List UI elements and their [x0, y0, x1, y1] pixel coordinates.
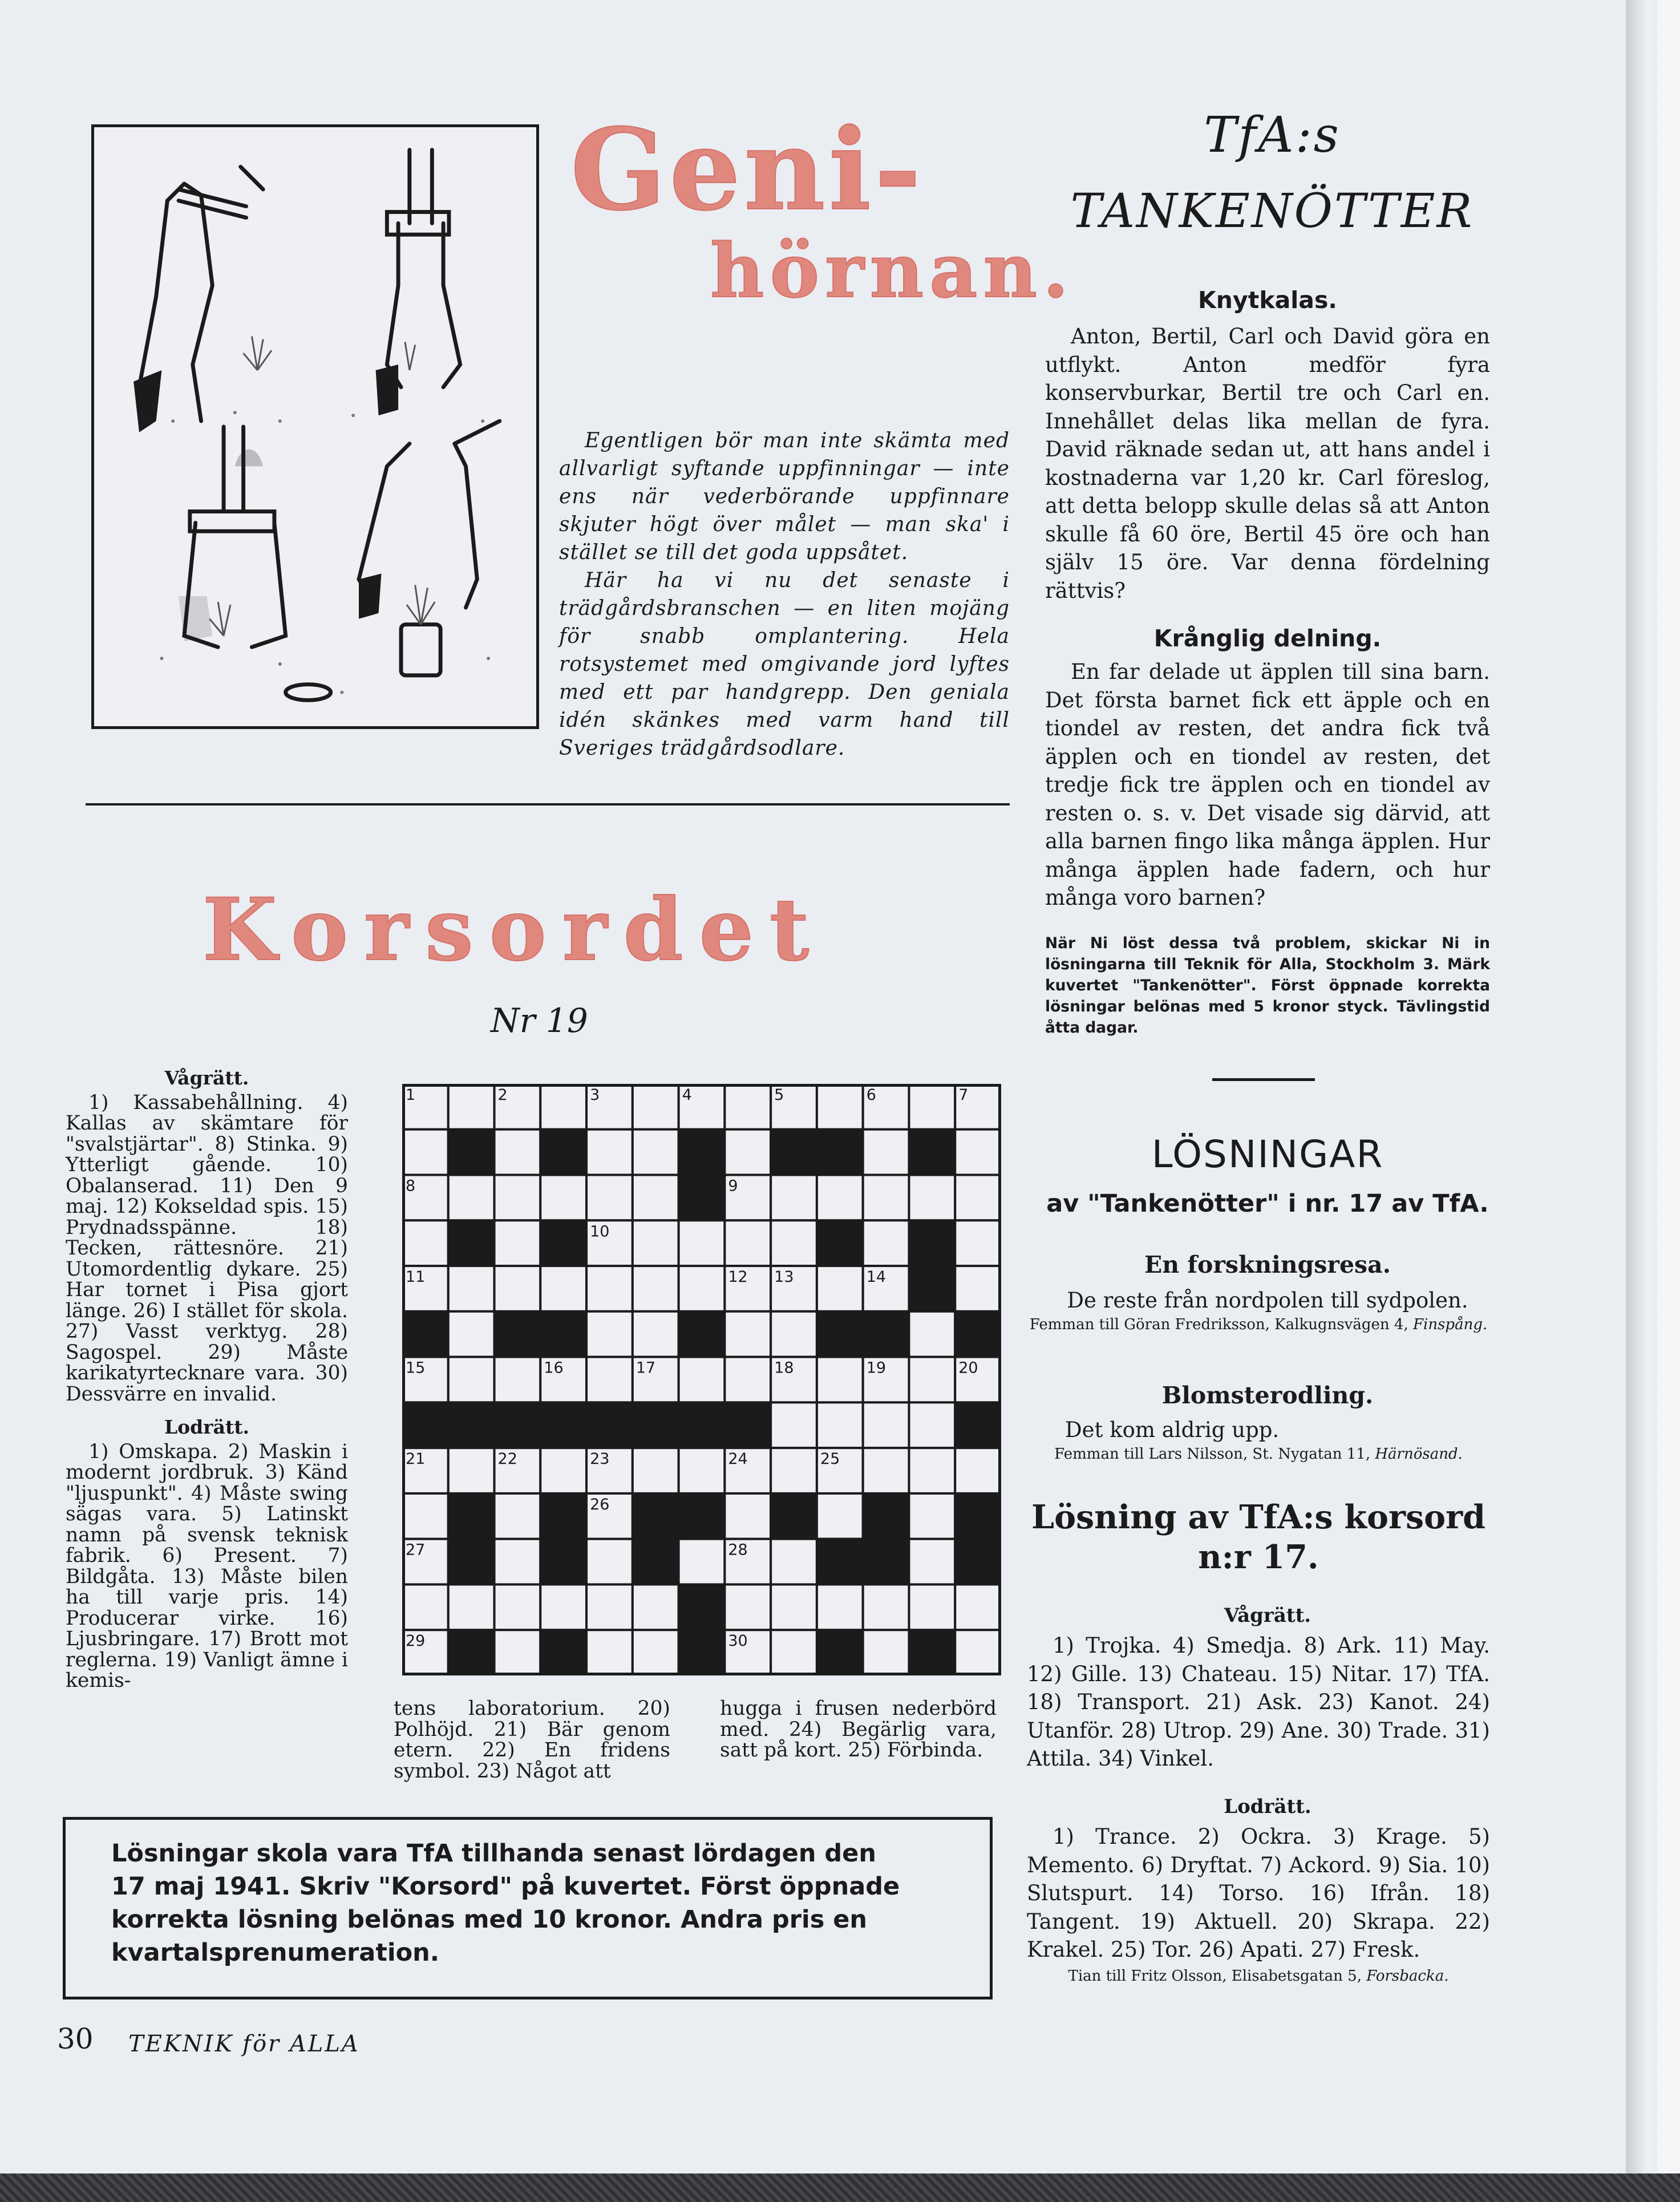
grid-number: 7	[958, 1086, 969, 1104]
geni-paragraph-1: Egentligen bör man inte skämta med allvarligt syftande uppfinningar — inte ens när vederbörande uppfinnare skjuter högt över målet — man ska' i stället se till det goda uppsåtet.	[559, 429, 1010, 564]
grid-number: 2	[497, 1086, 508, 1104]
grid-white-cell	[863, 1220, 909, 1266]
grid-black-cell	[633, 1402, 679, 1448]
grid-number: 1	[406, 1086, 416, 1104]
grid-black-cell	[909, 1630, 955, 1675]
grid-number: 29	[406, 1632, 426, 1650]
grid-white-cell	[586, 1584, 633, 1630]
grid-white-cell	[540, 1084, 586, 1130]
grid-black-cell	[863, 1493, 909, 1539]
grid-white-cell	[495, 1220, 541, 1266]
grid-black-cell	[724, 1402, 771, 1448]
grid-white-cell	[724, 1084, 771, 1130]
puzzle2-title: Krånglig delning.	[1153, 625, 1382, 652]
grid-number: 11	[406, 1268, 426, 1286]
tankenotter-title-2: TANKENÖTTER	[1070, 184, 1474, 238]
grid-black-cell	[955, 1493, 1001, 1539]
solution-across-text: 1) Trojka. 4) Smedja. 8) Ark. 11) May. 12) Gille. 13) Chateau. 15) Nitar. 17) TfA. 18) Transport. 21) Ask. 23) Kanot. 24) Utanför. 28) Utrop. 29) Ane. 30) Trade. 31) Attila. 34) Vinkel.	[1027, 1633, 1490, 1771]
grid-number: 17	[635, 1359, 656, 1377]
geni-title-line1: Geni-	[570, 104, 925, 236]
grid-white-cell	[724, 1312, 771, 1357]
grid-white-cell	[495, 1266, 541, 1312]
grid-white-cell	[909, 1584, 955, 1630]
solution-across-heading: Vågrätt.	[1224, 1604, 1311, 1627]
grid-black-cell	[955, 1539, 1001, 1585]
crossword-title: Korsordet	[203, 880, 825, 980]
grid-white-cell	[402, 1493, 448, 1539]
down-heading: Lodrätt.	[164, 1416, 250, 1438]
grid-black-cell	[817, 1539, 863, 1585]
crossword-number: Nr 19	[491, 1001, 588, 1040]
grid-number: 14	[866, 1268, 886, 1286]
grid-white-cell	[495, 1357, 541, 1403]
solutions-title: LÖSNINGAR	[1151, 1132, 1384, 1176]
grid-white-cell	[448, 1584, 495, 1630]
grid-black-cell	[448, 1130, 495, 1175]
crossword-solution-title	[1027, 1497, 1490, 1577]
grid-white-cell	[955, 1584, 1001, 1630]
puzzle2-body: En far delade ut äpplen till sina barn. Det första barnet fick ett äpple och en tiondel av resten, det andra fick två äpplen och en tiondel av resten, det tredje fick tre äpplen och en tiondel av resten o. s. v. Det visade sig därvid, att alla barnen fingo lika många äpplen. Hur många äpplen hade fadern, och hur många voro barnen?	[1045, 659, 1490, 910]
grid-black-cell	[633, 1539, 679, 1585]
grid-white-cell	[586, 1357, 633, 1403]
grid-white-cell	[771, 1630, 817, 1675]
grid-white-cell	[909, 1175, 955, 1221]
grid-white-cell	[724, 1493, 771, 1539]
grid-black-cell	[771, 1130, 817, 1175]
grid-white-cell	[909, 1493, 955, 1539]
grid-black-cell	[679, 1130, 725, 1175]
solution-down	[1027, 1823, 1490, 1964]
grid-white-cell	[633, 1220, 679, 1266]
grid-number: 9	[728, 1177, 738, 1195]
grid-black-cell	[817, 1312, 863, 1357]
grid-white-cell	[909, 1539, 955, 1585]
grid-black-cell	[679, 1584, 725, 1630]
solution2-title: Blomsterodling.	[1161, 1382, 1374, 1409]
grid-white-cell	[863, 1130, 909, 1175]
grid-white-cell	[817, 1084, 863, 1130]
grid-white-cell	[495, 1130, 541, 1175]
magazine-name: TEKNIK för ALLA	[128, 2031, 360, 2057]
grid-number: 26	[590, 1495, 610, 1513]
grid-white-cell	[817, 1266, 863, 1312]
grid-black-cell	[679, 1312, 725, 1357]
rules-line-1: Lösningar skola vara TfA tillhanda senast lördagen den	[111, 1839, 876, 1868]
grid-white-cell	[724, 1584, 771, 1630]
grid-white-cell	[955, 1220, 1001, 1266]
grid-white-cell	[955, 1448, 1001, 1493]
grid-black-cell	[955, 1402, 1001, 1448]
grid-white-cell	[633, 1130, 679, 1175]
grid-white-cell	[586, 1130, 633, 1175]
down-clues-continued-1: tens laboratorium. 20) Polhöjd. 21) Bär genom etern. 22) En fridens symbol. 23) Något att	[394, 1697, 670, 1783]
grid-black-cell	[817, 1220, 863, 1266]
grid-white-cell	[540, 1266, 586, 1312]
grid-white-cell	[586, 1630, 633, 1675]
grid-black-cell	[679, 1493, 725, 1539]
grid-white-cell	[679, 1357, 725, 1403]
grid-white-cell	[679, 1539, 725, 1585]
down-clues-continued-2: hugga i frusen nederbörd med. 24) Begärlig vara, satt på kort. 25) Förbinda.	[720, 1697, 997, 1762]
grid-number: 25	[820, 1450, 840, 1468]
solution1-winner	[1027, 1317, 1490, 1333]
across-clues: 1) Kassabehållning. 4) Kallas av skämtare för "svalstjärtar". 8) Stinka. 9) Ytterligt gående. 10) Obalanserad. 11) Den 9 maj. 12) Kokseldad spis. 15) Prydnadsspänne. 18) Tecken, rättesnöre. 21) Utomordentlig dykare. 25) Har tornet i Pisa gjort länge. 26) I stället för skola. 27) Vasst verktyg. 28) Sagospel. 29) Måste karikatyrtecknare vara. 30) Dessvärre en invalid.	[66, 1091, 348, 1406]
grid-white-cell	[771, 1448, 817, 1493]
grid-white-cell	[955, 1130, 1001, 1175]
grid-white-cell	[909, 1448, 955, 1493]
grid-number: 5	[774, 1086, 784, 1104]
grid-white-cell	[540, 1448, 586, 1493]
rules-line-2: 17 maj 1941. Skriv "Korsord" på kuvertet. Först öppnade	[111, 1872, 900, 1901]
grid-number: 28	[728, 1541, 748, 1559]
grid-black-cell	[679, 1630, 725, 1675]
grid-number: 24	[728, 1450, 748, 1468]
solution2-winner	[1027, 1446, 1490, 1462]
grid-white-cell	[817, 1175, 863, 1221]
geni-paragraph-2: Här ha vi nu det senaste i trädgårdsbranschen — en liten mojäng för snabb omplantering. Hela rotsystemet med omgivande jord lyftes med ett par handgrepp. Den geniala idén skänkes med varm hand till Sveriges trädgårdsodlare.	[559, 569, 1010, 760]
grid-white-cell	[817, 1584, 863, 1630]
solution1-winner-name: Femman till Göran Fredriksson, Kalkugnsvägen 4,	[1029, 1316, 1408, 1333]
grid-black-cell	[633, 1493, 679, 1539]
crossword-solution-title-2: n:r 17.	[1198, 1538, 1319, 1576]
grid-white-cell	[586, 1539, 633, 1585]
solution2-text: Det kom aldrig upp.	[1065, 1418, 1280, 1442]
grid-white-cell	[863, 1584, 909, 1630]
grid-white-cell	[448, 1266, 495, 1312]
grid-white-cell	[771, 1312, 817, 1357]
grid-black-cell	[540, 1220, 586, 1266]
grid-white-cell	[771, 1402, 817, 1448]
grid-white-cell	[724, 1130, 771, 1175]
grid-black-cell	[402, 1312, 448, 1357]
grid-white-cell	[540, 1175, 586, 1221]
page-number: 30	[57, 2022, 94, 2055]
grid-number: 4	[682, 1086, 692, 1104]
puzzle1-title: Knytkalas.	[1198, 286, 1337, 314]
solution1-winner-city: Finspång.	[1412, 1316, 1488, 1333]
grid-black-cell	[679, 1175, 725, 1221]
crossword-winner-name: Tian till Fritz Olsson, Elisabetsgatan 5,	[1068, 1968, 1362, 1985]
grid-white-cell	[633, 1312, 679, 1357]
grid-white-cell	[955, 1175, 1001, 1221]
solution1-title: En forskningsresa.	[1144, 1251, 1391, 1278]
grid-black-cell	[909, 1266, 955, 1312]
grid-white-cell	[495, 1175, 541, 1221]
background-surface	[0, 2173, 1680, 2202]
grid-white-cell	[402, 1220, 448, 1266]
grid-black-cell	[448, 1493, 495, 1539]
grid-white-cell	[955, 1630, 1001, 1675]
grid-white-cell	[633, 1175, 679, 1221]
section-divider	[86, 803, 1010, 805]
grid-white-cell	[448, 1084, 495, 1130]
next-page-strip	[1657, 0, 1680, 2173]
solution-down-heading: Lodrätt.	[1224, 1795, 1311, 1818]
grid-black-cell	[402, 1402, 448, 1448]
grid-black-cell	[955, 1312, 1001, 1357]
grid-white-cell	[586, 1175, 633, 1221]
grid-white-cell	[817, 1357, 863, 1403]
grid-white-cell	[402, 1130, 448, 1175]
grid-number: 21	[406, 1450, 426, 1468]
grid-white-cell	[863, 1175, 909, 1221]
grid-white-cell	[863, 1402, 909, 1448]
grid-number: 19	[866, 1359, 886, 1377]
grid-black-cell	[679, 1402, 725, 1448]
grid-white-cell	[909, 1357, 955, 1403]
grid-number: 8	[406, 1177, 416, 1195]
grid-number: 27	[406, 1541, 426, 1559]
grid-black-cell	[817, 1630, 863, 1675]
grid-black-cell	[540, 1539, 586, 1585]
grid-white-cell	[724, 1220, 771, 1266]
grid-white-cell	[817, 1493, 863, 1539]
solution-across	[1027, 1632, 1490, 1773]
grid-number: 23	[590, 1450, 610, 1468]
grid-number: 3	[590, 1086, 600, 1104]
grid-black-cell	[540, 1312, 586, 1357]
grid-white-cell	[909, 1402, 955, 1448]
grid-black-cell	[448, 1630, 495, 1675]
grid-white-cell	[771, 1175, 817, 1221]
grid-number: 10	[590, 1223, 610, 1241]
grid-white-cell	[495, 1539, 541, 1585]
grid-white-cell	[448, 1357, 495, 1403]
grid-white-cell	[586, 1312, 633, 1357]
grid-number: 18	[774, 1359, 794, 1377]
grid-black-cell	[448, 1220, 495, 1266]
solutions-subtitle: av "Tankenötter" i nr. 17 av TfA.	[1046, 1189, 1489, 1218]
puzzle1-body: Anton, Bertil, Carl och David göra en utflykt. Anton medför fyra konservburkar, Bertil tre och Carl en. Innehållet delas lika mellan de fyra. David räknade sedan ut, att hans andel i kostnaderna var 1,20 kr. Carl föreslog, att detta belopp skulle delas så att Anton skulle få 60 öre, Bertil 45 öre och han själv 15 öre. Var denna fördelning rättvis?	[1045, 324, 1490, 603]
grid-black-cell	[540, 1630, 586, 1675]
grid-number: 6	[866, 1086, 876, 1104]
grid-number: 16	[544, 1359, 564, 1377]
solution2-winner-name: Femman till Lars Nilsson, St. Nygatan 11,	[1054, 1446, 1371, 1463]
grid-number: 22	[497, 1450, 517, 1468]
grid-white-cell	[909, 1312, 955, 1357]
grid-black-cell	[540, 1402, 586, 1448]
geni-title-line2: hörnan.	[710, 227, 1075, 314]
solution-down-text: 1) Trance. 2) Ockra. 3) Krage. 5) Memento. 6) Dryftat. 7) Ackord. 9) Sia. 10) Slutspurt. 14) Torso. 16) Ifrån. 18) Tangent. 19) Aktuell. 20) Skrapa. 22) Krakel. 25) Tor. 26) Apati. 27) Fresk.	[1027, 1824, 1490, 1962]
grid-black-cell	[495, 1312, 541, 1357]
grid-white-cell	[771, 1220, 817, 1266]
crossword-grid	[402, 1084, 1001, 1675]
grid-number: 12	[728, 1268, 748, 1286]
grid-black-cell	[448, 1402, 495, 1448]
grid-black-cell	[448, 1539, 495, 1585]
grid-white-cell	[679, 1448, 725, 1493]
grid-white-cell	[633, 1584, 679, 1630]
rules-line-4: kvartalsprenumeration.	[111, 1938, 440, 1967]
grid-white-cell	[540, 1584, 586, 1630]
grid-white-cell	[633, 1266, 679, 1312]
grid-number: 13	[774, 1268, 794, 1286]
grid-white-cell	[724, 1357, 771, 1403]
grid-white-cell	[909, 1084, 955, 1130]
grid-black-cell	[586, 1402, 633, 1448]
across-heading: Vågrätt.	[164, 1067, 249, 1089]
tankenotter-title-1: TfA:s	[1204, 107, 1341, 164]
puzzle-instructions: När Ni löst dessa två problem, skickar Ni in lösningarna till Teknik för Alla, Stockholm 3. Märk kuvertet "Tankenötter". Först öppnade korrekta lösningar belönas med 5 kronor styck. Tävlingstid åtta dagar.	[1045, 934, 1490, 1037]
grid-black-cell	[863, 1539, 909, 1585]
grid-black-cell	[540, 1130, 586, 1175]
solution1-text: De reste från nordpolen till sydpolen.	[1067, 1288, 1468, 1313]
grid-black-cell	[909, 1130, 955, 1175]
grid-number: 15	[406, 1359, 426, 1377]
crossword-clues-left	[66, 1068, 348, 1691]
grid-white-cell	[633, 1448, 679, 1493]
grid-black-cell	[540, 1493, 586, 1539]
grid-number: 20	[958, 1359, 978, 1377]
crossword-rules-box	[63, 1817, 993, 1999]
grid-number: 30	[728, 1632, 748, 1650]
grid-white-cell	[863, 1630, 909, 1675]
puzzle2-text	[1045, 658, 1490, 912]
solution2-winner-city: Härnösand.	[1375, 1446, 1463, 1463]
grid-white-cell	[955, 1266, 1001, 1312]
down-clues: 1) Omskapa. 2) Maskin i modernt jordbruk. 3) Känd "ljuspunkt". 4) Måste swing sägas vara. 5) Latinskt namn på svensk teknisk fabrik. 6) Present. 7) Bildgåta. 13) Måste bilen ha till varje pris. 14) Producerar virke. 16) Ljusbringare. 17) Brott mot reglerna. 19) Vanligt ämne i kemis-	[66, 1440, 348, 1692]
crossword-solution-title-1: Lösning av TfA:s korsord	[1031, 1498, 1485, 1536]
grid-white-cell	[679, 1220, 725, 1266]
geni-article-text	[559, 427, 1010, 762]
grid-white-cell	[448, 1312, 495, 1357]
grid-white-cell	[495, 1630, 541, 1675]
grid-white-cell	[495, 1584, 541, 1630]
crossword-winner	[1027, 1968, 1490, 1984]
grid-white-cell	[448, 1175, 495, 1221]
puzzle1-text	[1045, 322, 1490, 605]
grid-black-cell	[863, 1312, 909, 1357]
grid-white-cell	[586, 1266, 633, 1312]
rules-line-3: korrekta lösning belönas med 10 kronor. Andra pris en	[111, 1905, 868, 1934]
grid-white-cell	[448, 1448, 495, 1493]
grid-black-cell	[771, 1493, 817, 1539]
grid-white-cell	[771, 1539, 817, 1585]
grid-white-cell	[817, 1402, 863, 1448]
grid-white-cell	[633, 1630, 679, 1675]
short-divider	[1212, 1078, 1315, 1081]
grid-white-cell	[771, 1584, 817, 1630]
grid-white-cell	[402, 1584, 448, 1630]
grid-white-cell	[495, 1493, 541, 1539]
garden-tool-illustration	[91, 124, 539, 729]
grid-black-cell	[817, 1130, 863, 1175]
grid-white-cell	[679, 1266, 725, 1312]
grid-white-cell	[633, 1084, 679, 1130]
grid-black-cell	[909, 1220, 955, 1266]
crossword-winner-city: Forsbacka.	[1366, 1968, 1449, 1985]
grid-white-cell	[863, 1448, 909, 1493]
grid-black-cell	[495, 1402, 541, 1448]
